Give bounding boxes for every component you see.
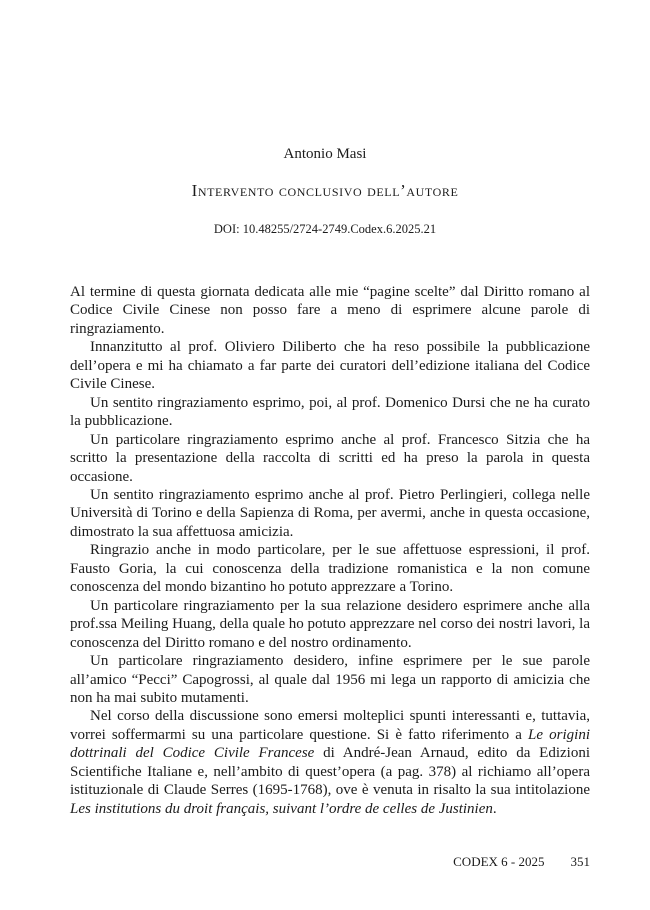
paragraph-2: Innanzitutto al prof. Oliviero Diliberto che ha reso possibile la pubblicazione dell’opera e mi ha chiamato a far parte dei curatori dell’edizione italiana del Codice Civile Cinese. [70, 339, 590, 393]
paragraph-8: Un particolare ringraziamento desidero, infine esprimere per le sue parole all’amico “Pecci” Capogrossi, al quale dal 1956 mi lega un rapporto di amicizia che non ha mai subito mutamenti. [70, 653, 590, 706]
paragraph-9-text-a: Nel corso della discussione sono emersi molteplici spunti interessanti e, tuttavia, vorrei soffermarmi su una particolare questione. Si è fatto riferimento a [70, 708, 590, 743]
paragraph-9 [70, 707, 590, 818]
page-number: 351 [570, 854, 590, 869]
paragraph-5: Un sentito ringraziamento esprimo anche al prof. Pietro Perlingieri, collega nelle Università di Torino e della Sapienza di Roma, per avermi, anche in questa occasione, dimostrato la sua affettuosa amicizia. [70, 486, 590, 540]
cited-work-title-serres: Les institutions du droit français, suivant l’ordre de celles de Justinien [70, 800, 493, 817]
paragraph-3: Un sentito ringraziamento esprimo, poi, al prof. Domenico Dursi che ne ha curato la pubblicazione. [70, 394, 590, 430]
journal-issue: CODEX 6 - 2025 [453, 854, 545, 869]
paragraph-6: Ringrazio anche in modo particolare, per le sue affettuose espressioni, il prof. Fausto Goria, la cui conoscenza della tradizione romanistica e la non comune conoscenza del mondo bizantino ho potuto apprezzare a Torino. [70, 542, 590, 596]
article-body [70, 283, 590, 818]
paragraph-9-text-c: di André-Jean Arnaud, edito da Edizioni Scientifiche Italiane e, nell’ambito di quest’opera (a pag. 378) al richiamo all’opera istituzionale di Claude Serres (1695-1768), ove è venuta in risalto la sua intitolazione [70, 745, 590, 799]
paragraph-1: Al termine di questa giornata dedicata alle mie “pagine scelte” dal Diritto romano al Codice Civile Cinese non posso fare a meno di esprimere alcune parole di ringraziamento. [70, 284, 590, 337]
cited-work-title: Le origini dottrinali del Codice Civile Francese [70, 726, 590, 762]
paragraph-4: Un particolare ringraziamento esprimo anche al prof. Francesco Sitzia che ha scritto la presentazione della raccolta di scritti ed ha preso la parola in questa occasione. [70, 431, 590, 485]
paragraph-7: Un particolare ringraziamento per la sua relazione desidero esprimere anche alla prof.ssa Meiling Huang, della quale ho potuto apprezzare nel corso dei nostri lavori, la conoscenza del Diritto romano e del nostro ordinamento. [70, 597, 590, 651]
article-title: Intervento conclusivo dell’autore [191, 181, 459, 200]
page-footer [453, 854, 590, 870]
doi-line: DOI: 10.48255/2724-2749.Codex.6.2025.21 [213, 222, 437, 236]
author-name: Antonio Masi [283, 146, 367, 162]
paragraph-9-text-e: . [492, 800, 497, 817]
